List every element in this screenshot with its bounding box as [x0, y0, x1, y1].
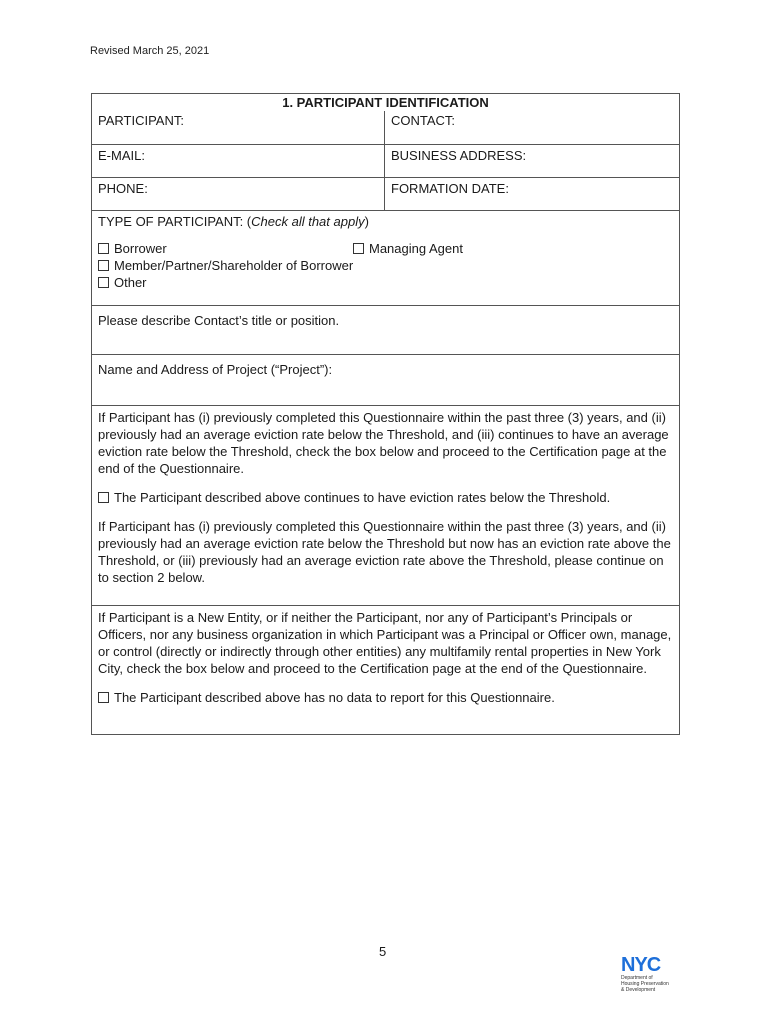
no-data-option[interactable]: The Participant described above has no data to report for this Questionnaire. — [98, 689, 673, 706]
nyc-logo-icon: NYC — [621, 954, 661, 976]
contact-title-row[interactable] — [92, 305, 679, 354]
checkbox-icon[interactable] — [98, 692, 109, 703]
business-address-field[interactable] — [385, 145, 679, 177]
prior-questionnaire-paragraph: If Participant has (i) previously completed this Questionnaire within the past three (3) years, and (ii) previously had an average eviction rate below the Threshold, and (iii) continues to have an average eviction rate below the Threshold, check the box below and proceed to the Certification page at the end of the Questionnaire. — [98, 410, 669, 476]
contact-label: CONTACT: — [391, 113, 456, 128]
column-divider — [384, 111, 385, 144]
revised-date: Revised March 25, 2021 — [90, 45, 210, 57]
section-title: 1. PARTICIPANT IDENTIFICATION — [282, 95, 489, 110]
other-option[interactable]: Other — [98, 274, 673, 291]
formation-date-label: FORMATION DATE: — [391, 181, 509, 196]
email-field[interactable] — [92, 145, 385, 177]
contact-title-label: Please describe Contact’s title or position. — [98, 313, 340, 328]
checkbox-icon[interactable] — [98, 277, 109, 288]
checkbox-icon[interactable] — [98, 492, 109, 503]
project-row[interactable] — [92, 354, 679, 405]
prior-questionnaire-block — [92, 405, 679, 605]
phone-field[interactable] — [92, 178, 385, 210]
new-entity-block — [92, 605, 679, 734]
project-label: Name and Address of Project (“Project”): — [98, 362, 333, 377]
hpd-logo — [621, 954, 681, 993]
member-option[interactable]: Member/Partner/Shareholder of Borrower — [98, 257, 673, 274]
borrower-option[interactable]: Borrower — [98, 241, 167, 256]
managing-agent-option[interactable]: Managing Agent — [353, 240, 463, 257]
email-label: E-MAIL: — [98, 148, 145, 163]
below-threshold-option[interactable]: The Participant described above continues to have eviction rates below the Threshold. — [98, 489, 673, 506]
participant-label: PARTICIPANT: — [98, 113, 184, 128]
participant-identification-form — [91, 93, 680, 735]
phone-label: PHONE: — [98, 181, 148, 196]
logo-line-1: Department of — [621, 975, 653, 981]
participant-type-label: TYPE OF PARTICIPANT: (Check all that apply) — [98, 214, 369, 229]
page-number: 5 — [379, 944, 387, 959]
new-entity-paragraph: If Participant is a New Entity, or if neither the Participant, nor any of Participant’s Principals or Officers, nor any business organization in which Participant was a Principal or Officer own, manage, or control (directly or indirectly through other entities) any multifamily rental properties in New York City, check the box below and proceed to the Certification page at the end of the Questionnaire. — [98, 610, 672, 676]
email-row — [92, 144, 679, 177]
checkbox-icon[interactable] — [98, 243, 109, 254]
participant-type-hint: Check all that apply — [251, 214, 365, 229]
logo-line-2: Housing Preservation — [621, 981, 669, 987]
phone-row — [92, 177, 679, 210]
title-row — [92, 94, 679, 144]
above-threshold-paragraph: If Participant has (i) previously completed this Questionnaire within the past three (3) years, and (ii) previously had an average eviction rate below the Threshold but now has an eviction rate above the Threshold, or (iii) previously had an average eviction rate above the Threshold, please continue on to section 2 below. — [98, 519, 671, 585]
checkbox-icon[interactable] — [353, 243, 364, 254]
business-address-label: BUSINESS ADDRESS: — [391, 148, 527, 163]
checkbox-icon[interactable] — [98, 260, 109, 271]
participant-type-row — [92, 210, 679, 305]
logo-line-3: & Development — [621, 987, 656, 993]
formation-date-field[interactable] — [385, 178, 679, 210]
